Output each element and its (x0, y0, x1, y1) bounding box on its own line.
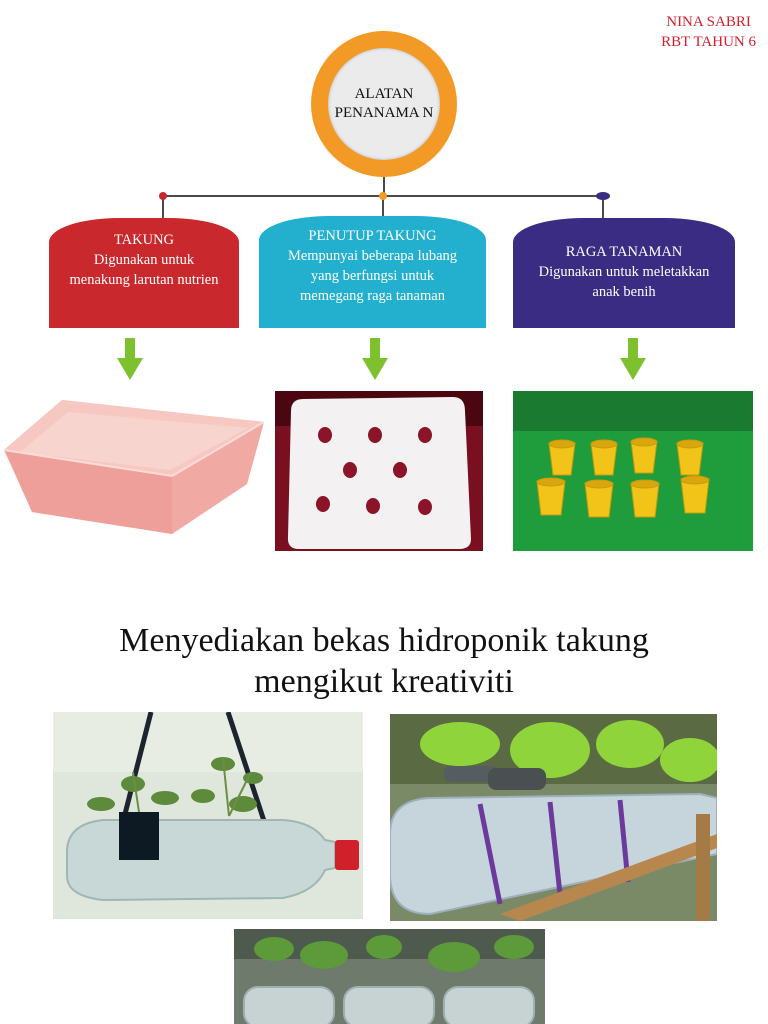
author-class: RBT TAHUN 6 (661, 34, 756, 50)
tray-image (2, 392, 264, 542)
box-penutup-title: PENUTUP TAKUNG (308, 228, 437, 244)
box-takung-desc: Digunakan untuk menakung larutan nutrien (69, 252, 219, 288)
section-heading-line1: Menyediakan bekas hidroponik takung (119, 622, 649, 659)
box-penutup-takung (259, 216, 486, 328)
box-takung (49, 218, 239, 328)
box-raga-title: RAGA TANAMAN (565, 244, 683, 260)
down-arrow-icon (362, 338, 388, 382)
net-pots-image (513, 391, 753, 551)
section-heading-line2: mengikut kreativiti (254, 663, 514, 700)
lid-image (275, 391, 483, 551)
center-circle (328, 48, 440, 160)
connector-dot-red (159, 192, 167, 200)
box-raga-desc: Digunakan untuk meletakkan anak benih (538, 264, 710, 300)
bottle-lettuce-image (390, 714, 717, 921)
down-arrow-icon (117, 338, 143, 382)
center-title: ALATAN PENANAMA N (334, 86, 434, 121)
connector-dot-purple (596, 192, 610, 200)
box-raga-tanaman (513, 218, 735, 328)
author-label (661, 12, 756, 52)
box-takung-title: TAKUNG (113, 232, 175, 248)
author-name: NINA SABRI (666, 14, 751, 30)
section-heading (0, 620, 768, 702)
connector-dot-orange (379, 192, 387, 200)
bottom-bottles-image (234, 929, 545, 1024)
hanging-bottle-image (53, 712, 363, 919)
down-arrow-icon (620, 338, 646, 382)
box-penutup-desc: Mempunyai beberapa lubang yang berfungsi untuk memegang raga tanaman (287, 248, 458, 304)
